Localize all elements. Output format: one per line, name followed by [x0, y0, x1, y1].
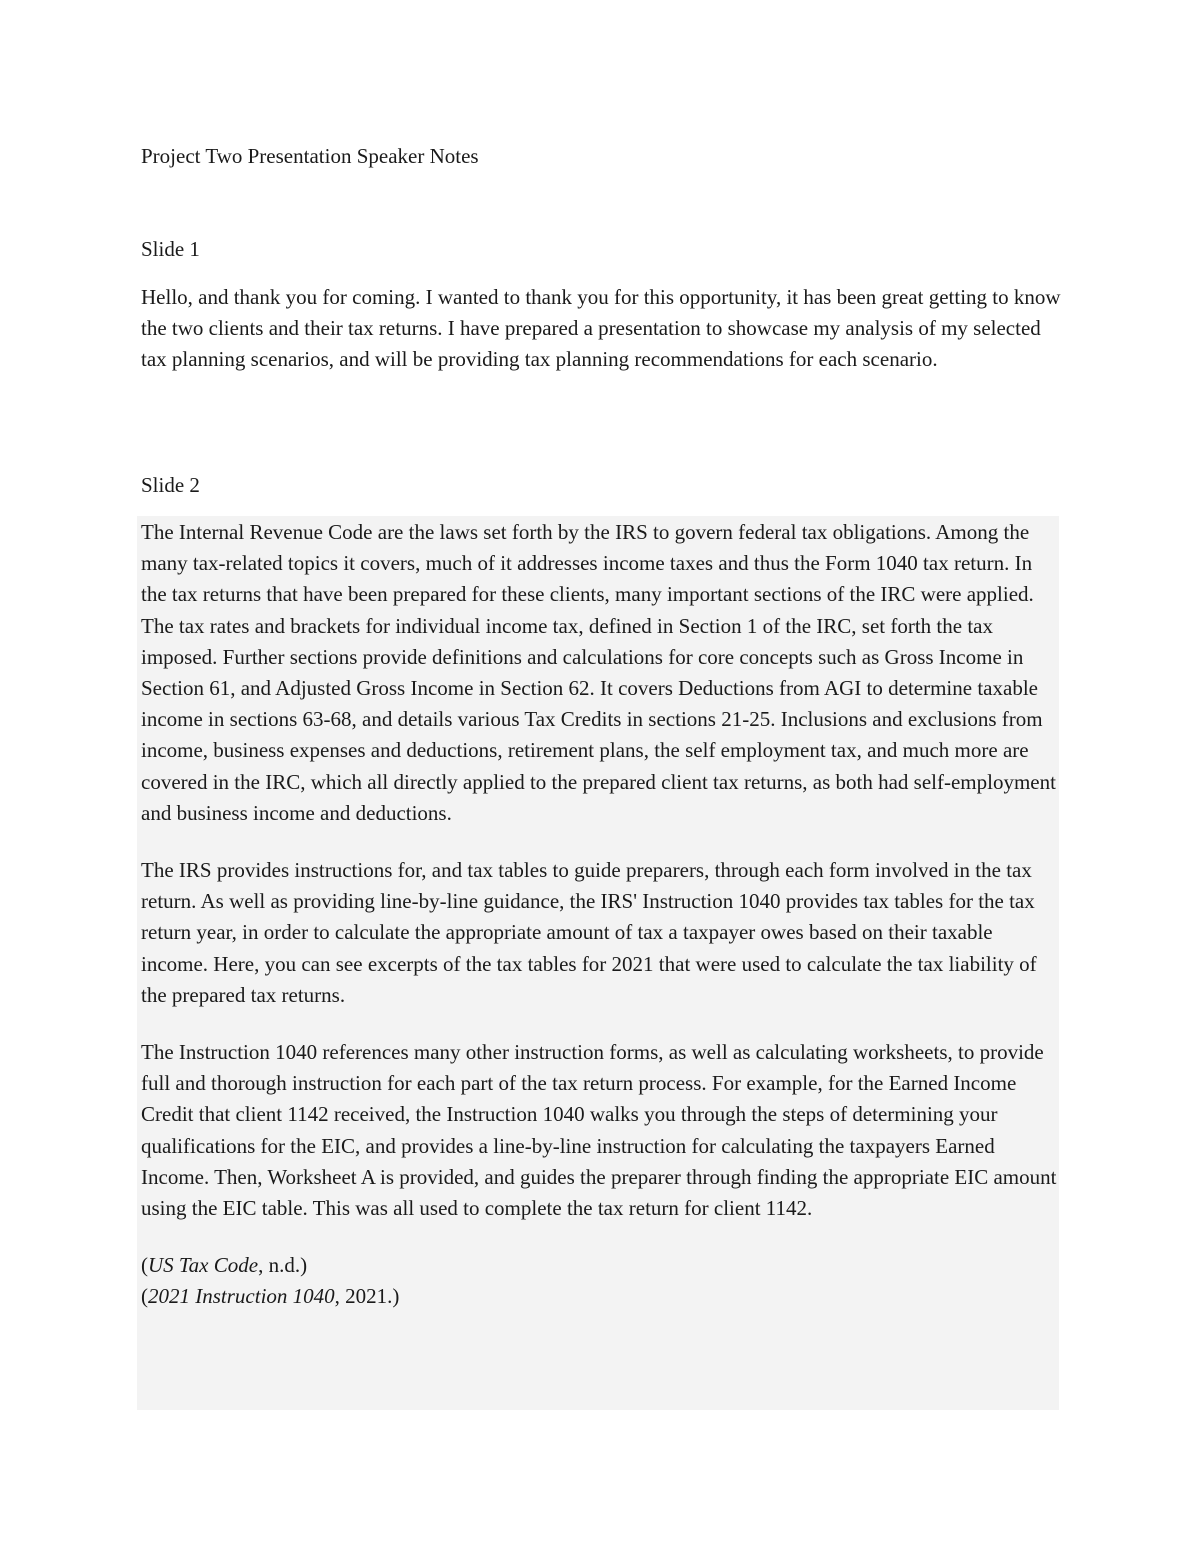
citation-title: 2021 Instruction 1040 — [148, 1284, 335, 1309]
slide-2-paragraph-irc-sections: The tax rates and brackets for individual income tax, defined in Section 1 of the IRC, set forth the tax imposed. Further sections provide definitions and calculations for core concepts such as Gross Income in Section 61, and Adjusted Gross Income in Section 62. It covers Deductions from AGI to determine taxable income in sections 63-68, and details various Tax Credits in sections 21-25. Inclusions and exclusions from income, business expenses and deductions, retirement plans, the self employment tax, and much more are covered in the IRC, which all directly applied to the prepared client tax returns, as both had self-employment and business income and deductions. — [141, 613, 1056, 825]
citation-title: US Tax Code — [148, 1253, 259, 1278]
paragraph-spacer — [141, 1011, 1059, 1037]
citation-open-paren: ( — [141, 1284, 148, 1309]
paragraph-spacer — [141, 1224, 1059, 1250]
slide-2-paragraph-instruction-1040: The Instruction 1040 references many other instruction forms, as well as calculating worksheets, to provide full and thorough instruction for each part of the tax return process. For example, for the Earned Income Credit that client 1142 received, the Instruction 1040 walks you through the steps of determining your qualifications for the EIC, and provides a line-by-line instruction for calculating the taxpayers Earned Income. Then, Worksheet A is provided, and guides the preparer through finding the appropriate EIC amount using the EIC table. This was all used to complete the tax return for client 1142. — [141, 1040, 1057, 1221]
slide-2-paragraph-tax-tables: The IRS provides instructions for, and tax tables to guide preparers, through each form involved in the tax return. As well as providing line-by-line guidance, the IRS' Instruction 1040 provides tax tables for the tax return year, in order to calculate the appropriate amount of tax a taxpayer owes based on their taxable income. Here, you can see excerpts of the tax tables for 2021 that were used to calculate the tax liability of the prepared tax returns. — [141, 858, 1037, 1007]
slide-1-heading: Slide 1 — [141, 237, 200, 261]
paragraph-spacer — [141, 829, 1059, 855]
slide-2-paragraph-irc-intro: The Internal Revenue Code are the laws set forth by the IRS to govern federal tax obligations. Among the many tax-related topics it covers, much of it addresses income taxes and thus the Form 1040 tax return. In the tax returns that have been prepared for these clients, many important sections of the IRC were applied. — [141, 520, 1034, 607]
citation-us-tax-code — [141, 1250, 1059, 1281]
citation-open-paren: ( — [141, 1253, 148, 1278]
citation-date: , 2021.) — [334, 1284, 400, 1309]
citation-instruction-1040 — [141, 1281, 1059, 1312]
slide-2-notes-highlighted-block — [137, 516, 1059, 1410]
slide-1-notes — [141, 282, 1061, 376]
slide-2-heading: Slide 2 — [141, 473, 200, 497]
citation-date: , n.d.) — [258, 1253, 308, 1278]
document-title: Project Two Presentation Speaker Notes — [141, 144, 479, 168]
slide-1-paragraph: Hello, and thank you for coming. I wanted to thank you for this opportunity, it has been great getting to know the two clients and their tax returns. I have prepared a presentation to showcase my analysis of my selected tax planning scenarios, and will be providing tax planning recommendations for each scenario. — [141, 285, 1061, 372]
